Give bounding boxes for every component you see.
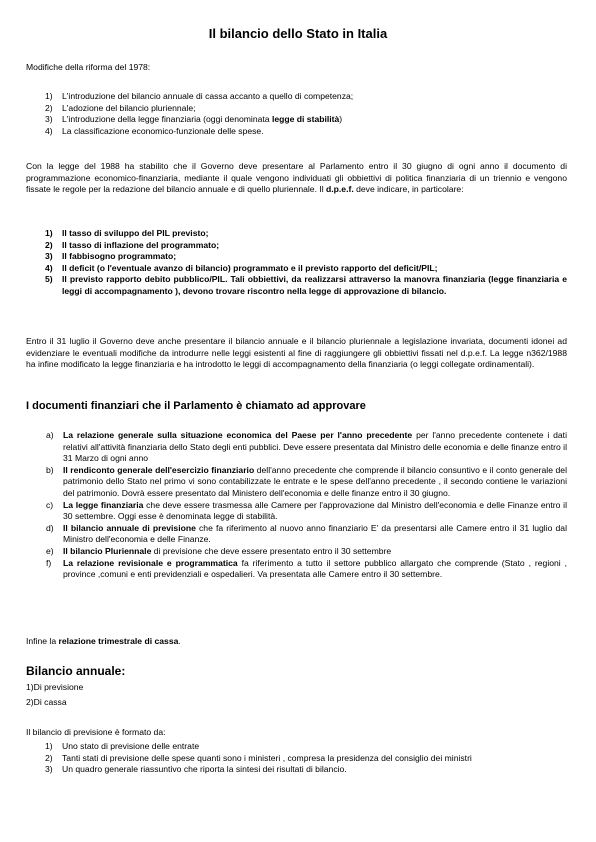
list-text (63, 523, 567, 546)
list-item (0, 251, 567, 263)
list-text-rest: fa riferimento a tutto il settore pubblico allargato che comprende (Stato , regioni , province ,comuni e enti previdenziali e ospedalieri. Va presentata alle Camere entro il 30 settembre. (63, 557, 567, 580)
list-number: 4) (45, 125, 53, 136)
list-letter: d) (46, 522, 54, 533)
page-title: Il bilancio dello Stato in Italia (208, 26, 388, 41)
list-item (0, 103, 567, 115)
list-item (0, 274, 567, 297)
list-text-bold: Il bilancio Pluriennale (63, 545, 152, 556)
list-number: 1) (45, 741, 53, 751)
list-item (0, 91, 567, 103)
list-text-bold: La relazione revisionale e programmatica (63, 557, 238, 568)
list-text-rest: dell'anno precedente che comprende il bilancio consuntivo e il conto generale del patrimonio dello Stato nel primo vi sono contabilizzate le entrate e le spese dell'anno precedente , il secondo contiene le variazioni del patrimonio. Dovrà essere presentato dal Ministero dell'economia e delle finanze entro il 30 giugno. (63, 464, 567, 498)
annual-types (26, 682, 567, 708)
list-item (0, 764, 567, 776)
list-text: La classificazione economico-funzionale delle spese. (62, 125, 264, 136)
list-text (63, 500, 567, 523)
list-text: Uno stato di previsione delle entrate (62, 741, 200, 751)
list-text: L'adozione del bilancio pluriennale; (62, 102, 196, 113)
list-item (0, 465, 567, 500)
list-text-rest: che deve essere trasmessa alle Camere per l'approvazione dal Ministro dell'economia e delle Finanze entro il 30 settembre. Oggi esse è denominata legge di stabilità. (63, 499, 567, 522)
list-item (0, 753, 567, 765)
list-item (0, 500, 567, 523)
list-text-bold: Il bilancio annuale di previsione (63, 522, 196, 533)
note-pre: Infine la (26, 636, 59, 646)
list-item (0, 741, 567, 753)
list-text: Il previsto rapporto debito pubblico/PIL. Tali obbiettivi, da realizzarsi attraverso la manovra finanziaria (legge finanziaria e leggi di accompagnamento ), devono trovare riscontro nella legge di approvazione di bilancio. (62, 274, 567, 296)
list-item (0, 126, 567, 138)
list-number: 1) (45, 228, 53, 238)
reforms-list (0, 91, 567, 137)
list-item (0, 546, 567, 558)
documents-list (0, 430, 567, 581)
list-text (63, 465, 567, 500)
list-number: 4) (45, 262, 53, 273)
list-item (0, 228, 567, 240)
list-number: 2) (45, 239, 53, 250)
list-text: Il tasso di sviluppo del PIL previsto; (62, 228, 209, 238)
list-item (0, 430, 567, 465)
list-letter: a) (46, 430, 54, 440)
list-text: L'introduzione del bilancio annuale di cassa accanto a quello di competenza; (62, 91, 354, 101)
list-item (0, 114, 567, 126)
list-text: Tanti stati di previsione delle spese quanti sono i ministeri , compresa la presidenza del consiglio dei ministri (62, 752, 472, 763)
annual-heading: Bilancio annuale: (26, 664, 126, 678)
list-letter: e) (46, 545, 54, 556)
list-text-pre: L'introduzione della legge finanziaria (oggi denominata (62, 114, 272, 125)
list-letter: f) (46, 557, 52, 568)
forecast-list (0, 741, 567, 776)
list-text: Il tasso di inflazione del programmato; (62, 239, 220, 250)
note-post: . (178, 636, 181, 646)
list-text: Il fabbisogno programmato; (62, 251, 177, 262)
list-item (0, 240, 567, 252)
list-item (0, 523, 567, 546)
list-text-bold: La legge finanziaria (63, 499, 144, 510)
list-text-bold: legge di stabilità (271, 114, 340, 125)
list-item (0, 263, 567, 275)
list-number: 5) (45, 274, 53, 285)
paragraph-tail: deve indicare, in particolare: (353, 184, 464, 195)
list-number: 3) (45, 764, 53, 775)
list-text-rest: di previsione che deve essere presentato entro il 30 settembre (151, 545, 392, 556)
list-letter: b) (46, 464, 54, 475)
list-text: Un quadro generale riassuntivo che riporta la sintesi dei risultati di bilancio. (62, 764, 347, 775)
docs-heading: I documenti finanziari che il Parlamento è chiamato ad approvare (26, 400, 366, 412)
forecast-intro: Il bilancio di previsione è formato da: (26, 727, 166, 737)
list-text (63, 430, 567, 465)
list-text-rest: per l'anno precedente contenete i dati relativi all'attività finanziaria dello Stato degli enti pubblici. Deve essere presentata dal Ministro delle economia e delle finanze entro il 31 Marzo di ogni anno (63, 430, 567, 464)
list-text-bold: La relazione generale sulla situazione economica del Paese per l'anno precedente (63, 430, 413, 440)
quarterly-note (26, 636, 567, 648)
list-letter: c) (46, 499, 54, 510)
list-number: 3) (45, 251, 53, 262)
list-number: 2) (45, 752, 53, 763)
list-text: Il deficit (o l'eventuale avanzo di bilancio) programmato e il previsto rapporto del deficit/PIL; (62, 262, 438, 273)
list-text-bold: Il rendiconto generale dell'esercizio finanziario (63, 464, 255, 475)
list-number: 2) (45, 102, 53, 113)
list-text (62, 114, 567, 126)
note-bold: relazione trimestrale di cassa (58, 636, 179, 646)
intro-text: Modifiche della riforma del 1978: (26, 62, 151, 72)
paragraph-text: Con la legge del 1988 ha stabilito che il Governo deve presentare al Parlamento entro il 30 giugno di ogni anno il documento di programmazione economico-finanziaria, mediante il quale vengono individuati gli obbiettivi di politica finanziaria di un triennio e vengono fissate le regole per la redazione del bilancio annuale e di quello pluriennale. Il (26, 161, 567, 195)
list-number: 3) (45, 114, 53, 125)
annual-type-item: 2)Di cassa (26, 696, 67, 707)
annual-type-item: 1)Di previsione (26, 682, 84, 692)
list-number: 1) (45, 91, 53, 101)
list-text-rest: che fa riferimento al nuovo anno finanziario E' da presentarsi alle Camere entro il 31 luglio dal Ministro dell'economia e delle Finanze. (63, 522, 567, 545)
list-text (63, 546, 567, 558)
dpef-abbrev: d.p.e.f. (326, 184, 354, 195)
list-item (0, 558, 567, 581)
dpef-list (0, 228, 567, 298)
list-text-post: ) (339, 114, 343, 125)
budget-paragraph: Entro il 31 luglio il Governo deve anche presentare il bilancio annuale e il bilancio pluriennale a legislazione invariata, documenti idonei ad evidenziare le eventuali modifiche da introdurre nelle leggi esistenti al fine di raggiungere gli obbiettivi fissati nel d.p.e.f. La legge n362/1988 ha infine modificato la legge finanziaria e ha introdotto le leggi di accompagnamento della finanziaria (o leggi collegate ordinamentali). (26, 336, 567, 370)
list-text (63, 558, 567, 581)
dpef-paragraph (26, 161, 567, 196)
